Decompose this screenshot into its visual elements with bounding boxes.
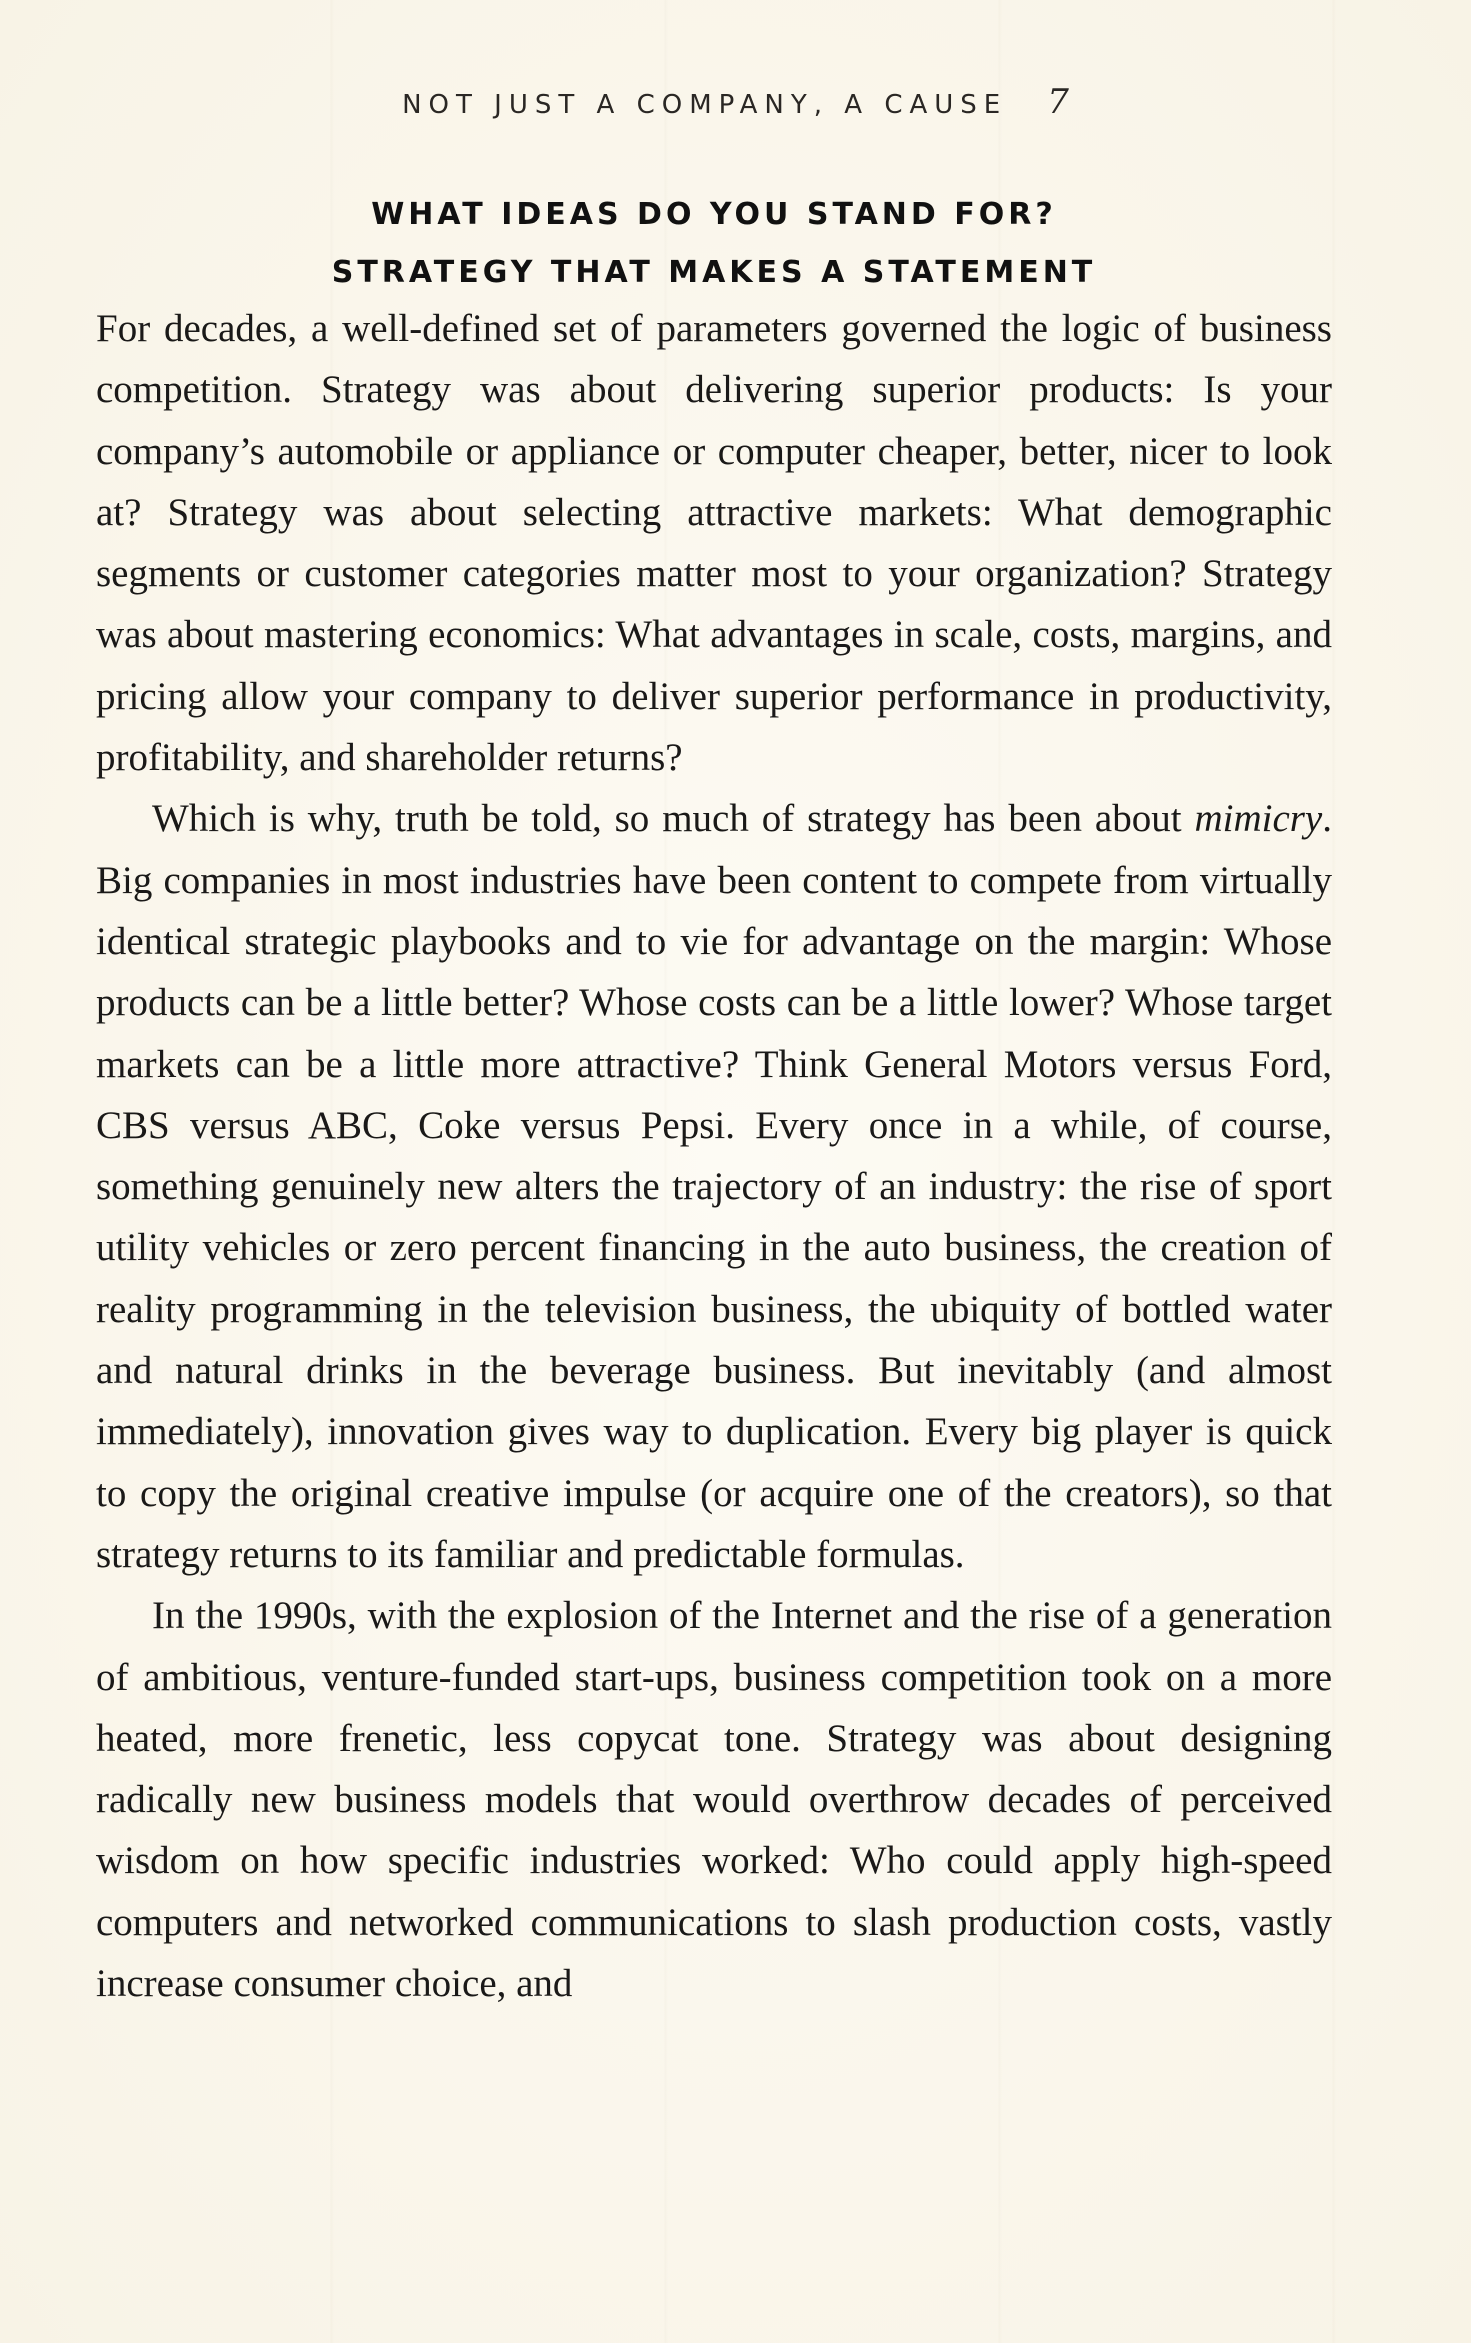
- paragraph-2-rest: . Big companies in most industries have been content to compete from virtually identical strategic playbooks and to vie for advantage on the margin: Whose products can be a little better? Whose costs can be a little lower? Whose target markets can be a little more attractive? Think General Motors versus Ford, CBS versus ABC, Coke versus Pepsi. Every once in a while, of course, something genuinely new alters the trajectory of an industry: the rise of sport utility vehicles or zero percent financing in the auto business, the creation of reality programming in the television business, the ubiquity of bottled water and natural drinks in the beverage business. But inevitably (and almost immediately), innovation gives way to duplication. Every big player is quick to copy the original creative impulse (or acquire one of the creators), so that strategy returns to its familiar and predictable formulas.: [96, 797, 1332, 1576]
- section-heading: WHAT IDEAS DO YOU STAND FOR?: [371, 197, 1057, 232]
- emphasis-mimicry: mimicry: [1194, 797, 1323, 841]
- paragraph-2: [96, 788, 1332, 1585]
- running-head-title: NOT JUST A COMPANY, A CAUSE: [402, 90, 1008, 120]
- section-subheading: STRATEGY THAT MAKES A STATEMENT: [331, 255, 1097, 290]
- paragraph-1: For decades, a well-defined set of parameters governed the logic of business competition. Strategy was about delivering superior products: Is your company’s automobile or appliance or computer cheaper, better, nicer to look at? Strategy was about selecting attractive markets: What demographic segments or customer categories matter most to your organization? Strategy was about mastering economics: What advantages in scale, costs, margins, and pricing allow your company to deliver superior performance in productivity, profitability, and shareholder returns?: [96, 307, 1332, 780]
- page-number: 7: [1047, 82, 1069, 122]
- section-headings: [96, 186, 1332, 302]
- paragraph-2-lead: Which is why, truth be told, so much of strategy has been about: [152, 797, 1195, 841]
- running-head: [0, 82, 1471, 122]
- paragraph-3: In the 1990s, with the explosion of the Internet and the rise of a generation of ambitious, venture-funded start-ups, business competition took on a more heated, more frenetic, less copycat tone. Strategy was about designing radically new business models that would overthrow decades of perceived wisdom on how specific industries worked: Who could apply high-speed computers and networked communications to slash production costs, vastly increase consumer choice, and: [96, 1594, 1332, 2006]
- body-text: [96, 298, 1332, 2014]
